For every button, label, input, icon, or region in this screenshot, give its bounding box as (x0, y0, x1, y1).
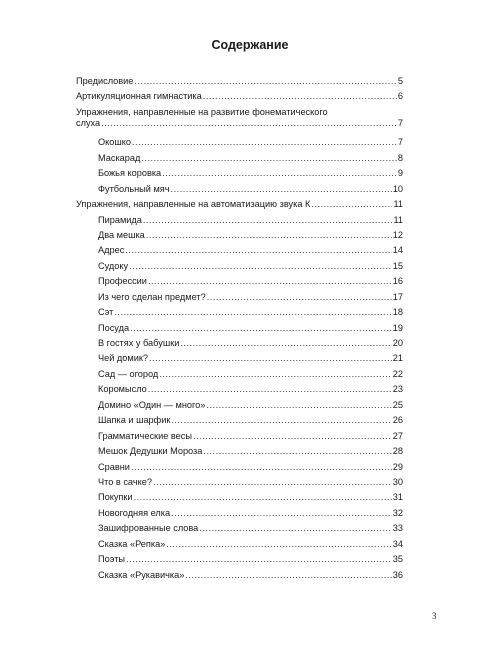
toc-entry-text: Покупки (98, 492, 133, 503)
toc-entry[interactable] (76, 431, 403, 446)
toc-page-number: 29 (392, 461, 403, 472)
toc-entry[interactable] (76, 215, 403, 230)
toc-entry[interactable] (76, 523, 403, 538)
toc-entry[interactable] (76, 477, 403, 492)
dot-leader (134, 492, 392, 503)
toc-entry-text: Новогодняя елка (98, 507, 171, 518)
toc-entry-text: Чей домик? (98, 353, 148, 364)
toc-entry-text: Зашифрованные слова (98, 523, 199, 534)
dot-leader (199, 523, 391, 534)
page-title: Содержание (211, 38, 289, 52)
toc-entry[interactable] (76, 199, 403, 214)
dot-leader (203, 91, 397, 102)
toc-entry-text: Артикуляционная гимнастика (76, 91, 202, 102)
toc-entry[interactable] (76, 508, 403, 523)
toc-page-number: 26 (392, 415, 403, 426)
toc-page-number: 11 (393, 214, 403, 225)
toc-entry[interactable] (76, 446, 403, 461)
toc-entry[interactable] (76, 554, 403, 569)
toc-entry[interactable] (76, 415, 403, 430)
toc-entry[interactable] (76, 400, 403, 415)
table-of-contents (76, 76, 403, 585)
toc-entry[interactable] (76, 307, 403, 322)
toc-page-number: 28 (392, 446, 403, 457)
toc-entry-text: Адрес (98, 245, 125, 256)
toc-page-number: 32 (392, 507, 403, 518)
toc-entry-text: Коромысло (98, 384, 147, 395)
toc-entry[interactable] (76, 384, 403, 399)
toc-entry-text: В гостях у бабушки (98, 338, 180, 348)
toc-page-number: 20 (392, 338, 403, 348)
dot-leader (132, 137, 397, 148)
dot-leader (171, 415, 391, 426)
toc-page-number: 21 (392, 353, 403, 364)
toc-entry[interactable] (76, 462, 403, 477)
toc-entry-text: Упражнения, направленные на автоматизацию звука К (76, 199, 311, 210)
dot-leader (311, 199, 392, 210)
dot-leader (162, 168, 397, 179)
toc-entry[interactable] (76, 353, 403, 368)
toc-page-number: 16 (392, 276, 403, 287)
toc-entry-text: Сказка «Рукавичка» (98, 569, 185, 580)
toc-entry[interactable] (76, 338, 403, 353)
dot-leader (126, 554, 392, 565)
toc-page-number: 11 (393, 199, 403, 210)
page-folio-number: 3 (432, 611, 437, 621)
toc-entry[interactable] (76, 230, 403, 245)
toc-entry[interactable] (76, 91, 403, 106)
toc-entry[interactable] (76, 76, 403, 91)
toc-entry-text: Два мешка (98, 229, 145, 240)
toc-page-number: 33 (392, 523, 403, 534)
toc-entry[interactable] (76, 184, 403, 199)
dot-leader (171, 508, 392, 519)
toc-entry-text: Что в сачке? (98, 476, 152, 487)
toc-page-number: 10 (392, 183, 403, 194)
dot-leader (166, 539, 391, 550)
dot-leader (180, 338, 391, 349)
toc-entry-text: Футбольный мяч (98, 183, 170, 194)
toc-page-number: 36 (392, 569, 403, 580)
dot-leader (206, 400, 391, 411)
toc-page-number: 34 (392, 538, 403, 549)
dot-leader (148, 276, 392, 287)
toc-entry[interactable] (76, 168, 403, 183)
toc-entry[interactable] (76, 292, 403, 307)
toc-entry[interactable] (76, 323, 403, 338)
toc-entry-text: Сад — огород (98, 368, 159, 379)
toc-page-number: 17 (392, 291, 403, 302)
toc-page-number: 22 (392, 368, 403, 379)
toc-entry-text: Маскарад (98, 152, 141, 163)
toc-entry-text: Предисловие (76, 76, 134, 86)
toc-page-number: 8 (397, 152, 403, 163)
toc-entry[interactable] (76, 570, 403, 585)
dot-leader (207, 292, 392, 303)
toc-entry[interactable] (76, 107, 403, 133)
toc-page-number: 27 (392, 430, 403, 441)
toc-page-number: 9 (397, 168, 403, 179)
toc-entry-text: Сэт (98, 307, 114, 318)
toc-entry-text: Грамматические весы (98, 430, 192, 441)
toc-page-number: 14 (392, 245, 403, 256)
dot-leader (101, 118, 397, 129)
dot-leader (171, 184, 392, 195)
toc-page-number: 15 (392, 260, 403, 271)
dot-leader (153, 477, 392, 488)
dot-leader (134, 76, 396, 87)
toc-page-number: 6 (397, 91, 403, 102)
toc-page-number: 35 (392, 554, 403, 565)
toc-entry-text: Мешок Дедушки Мороза (98, 446, 203, 457)
toc-entry-text: Божья коровка (98, 168, 162, 179)
dot-leader (129, 261, 392, 272)
toc-page-number: 12 (392, 229, 403, 240)
toc-entry-text: слуха (76, 117, 101, 128)
toc-entry[interactable] (76, 276, 403, 291)
toc-entry-text: Посуда (98, 322, 130, 333)
toc-page-number: 18 (392, 307, 403, 318)
toc-entry-text: Сравни (98, 461, 130, 472)
toc-entry-text: Шапка и шарфик (98, 415, 171, 426)
toc-entry[interactable] (76, 137, 403, 152)
dot-leader (159, 369, 392, 380)
toc-page-number: 23 (392, 384, 403, 395)
toc-page-number: 30 (392, 476, 403, 487)
toc-entry[interactable] (76, 153, 403, 168)
dot-leader (148, 384, 392, 395)
dot-leader (149, 353, 392, 364)
toc-page-number: 25 (392, 399, 403, 410)
toc-entry[interactable] (76, 492, 403, 507)
dot-leader (146, 230, 392, 241)
dot-leader (125, 245, 391, 256)
toc-page-number: 19 (392, 322, 403, 333)
toc-entry-text: Из чего сделан предмет? (98, 291, 206, 302)
toc-entry-text-line1: Упражнения, направленные на развитие фонематического (76, 106, 328, 117)
dot-leader (114, 307, 391, 318)
dot-leader (131, 462, 392, 473)
dot-leader (185, 570, 391, 581)
toc-page-number: 7 (397, 137, 403, 148)
dot-leader (203, 446, 391, 457)
dot-leader (193, 431, 392, 442)
dot-leader (143, 215, 393, 226)
toc-entry-text: Пирамида (98, 214, 142, 225)
toc-entry-text: Профессии (98, 276, 147, 287)
toc-entry[interactable] (76, 539, 403, 554)
toc-page-number: 31 (392, 492, 403, 503)
toc-entry-text: Поэты (98, 554, 126, 565)
toc-entry[interactable] (76, 369, 403, 384)
toc-entry-text: Окошко (98, 137, 131, 148)
toc-entry-text: Домино «Один — много» (98, 399, 206, 410)
toc-page-number: 5 (397, 76, 403, 86)
toc-page-number: 7 (397, 117, 403, 128)
dot-leader (130, 323, 392, 334)
toc-entry[interactable] (76, 261, 403, 276)
dot-leader (141, 153, 397, 164)
toc-entry[interactable] (76, 245, 403, 260)
toc-entry-text: Сказка «Репка» (98, 538, 166, 549)
toc-entry-text: Судоку (98, 260, 129, 271)
